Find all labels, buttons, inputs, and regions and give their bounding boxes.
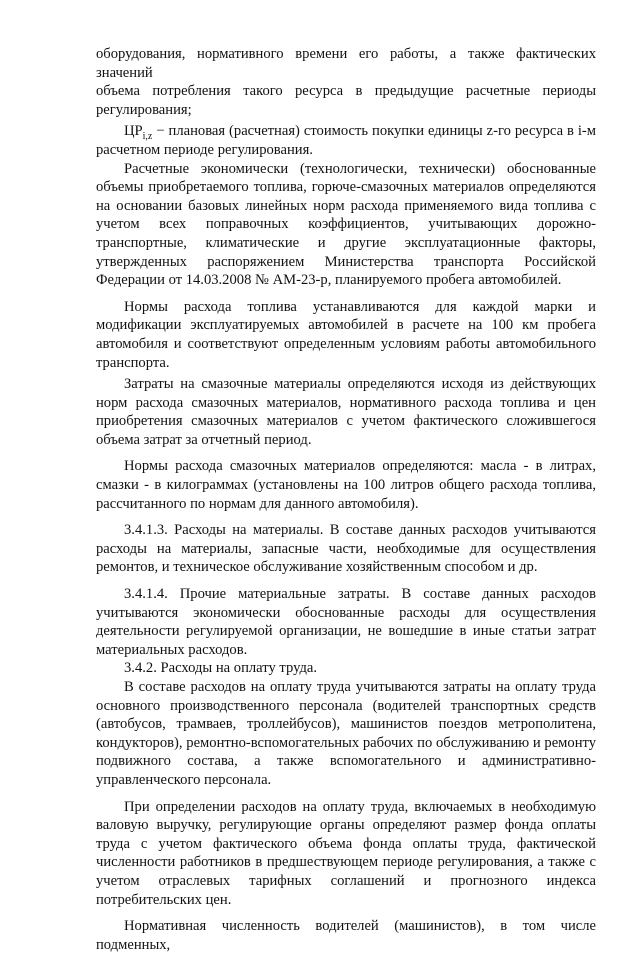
text-line: регулирования; [96,101,192,118]
paragraph-text: − плановая (расчетная) стоимость покупки единицы z-го ресурса в i-м расчетном периоде регулирования. [96,123,596,158]
paragraph-price-definition [96,122,596,159]
paragraph-fuel-volumes: Расчетные экономически (технологически, технически) обоснованные объемы приобретаемого топлива, горюче-смазочных материалов определяются на основании базовых линейных норм расхода применяемого вида топлива с учетом всех поправочных коэффициентов, учитывающих дорожно-транспортные, климатические и другие эксплуатационные факторы, утвержденных распоряжением Министерства транспорта Российской Федерации от 14.03.2008 № АМ-23-р, планируемого пробега автомобилей. [96,160,596,289]
price-subscript: i,z [142,131,153,143]
section-3-4-1-3: 3.4.1.3. Расходы на материалы. В составе данных расходов учитываются расходы на материалы, запасные части, необходимые для осуществления ремонтов, и техническое обслуживание хозяйственным способом и др. [96,522,596,576]
paragraph-driver-headcount: Нормативная численность водителей (машинистов), в том числе подменных, [96,918,596,953]
paragraph-payroll-determination: При определении расходов на оплату труда, включаемых в необходимую валовую выручку, регулирующие органы определяют размер фонда оплаты труда с учетом фактического объема фонда оплаты труда, фактической численности работников в предшествующем периоде регулирования, а также с учетом отраслевых тарифных соглашений и прогнозного индекса потребительских цен. [96,798,596,908]
paragraph-lubricant-costs: Затраты на смазочные материалы определяются исходя из действующих норм расхода смазочных материалов, нормативного расхода топлива и цен приобретения смазочных материалов с учетом фактического сложившегося объема затрат за отчетный период. [96,376,596,448]
text-line: объема потребления такого ресурса в предыдущие расчетные периоды [96,83,596,100]
paragraph-labor-costs: В составе расходов на оплату труда учитываются затраты на оплату труда основного производственного персонала (водителей транспортных средств (автобусов, трамваев, троллейбусов), машинистов поездов метрополитена, кондукторов), ремонтно-вспомогательных рабочих по обслуживанию и ремонту подвижного состава, а также вспомогательного и административно-управленческого персонала. [96,679,596,788]
paragraph-continuation [96,45,596,119]
section-3-4-2-heading: 3.4.2. Расходы на оплату труда. [124,660,318,677]
price-symbol: ЦР [124,123,143,140]
document-body [96,45,596,954]
paragraph-fuel-norms: Нормы расхода топлива устанавливаются для каждой марки и модификации эксплуатируемых автомобилей в расчете на 100 км пробега автомобиля и соответствуют определенным условиям работы автомобильного транспорта. [96,298,596,371]
text-line: оборудования, нормативного времени его работы, а также фактических значений [96,46,596,81]
section-3-4-1-4: 3.4.1.4. Прочие материальные затраты. В составе данных расходов учитываются экономически обоснованные расходы для осуществления деятельности регулируемой организации, не вошедшие в иные статьи затрат материальных расходов. [96,586,596,658]
paragraph-lubricant-norms: Нормы расхода смазочных материалов определяются: масла - в литрах, смазки - в килограммах (установлены на 100 литров общего расхода топлива, рассчитанного по нормам для данного автомобиля). [96,458,596,512]
